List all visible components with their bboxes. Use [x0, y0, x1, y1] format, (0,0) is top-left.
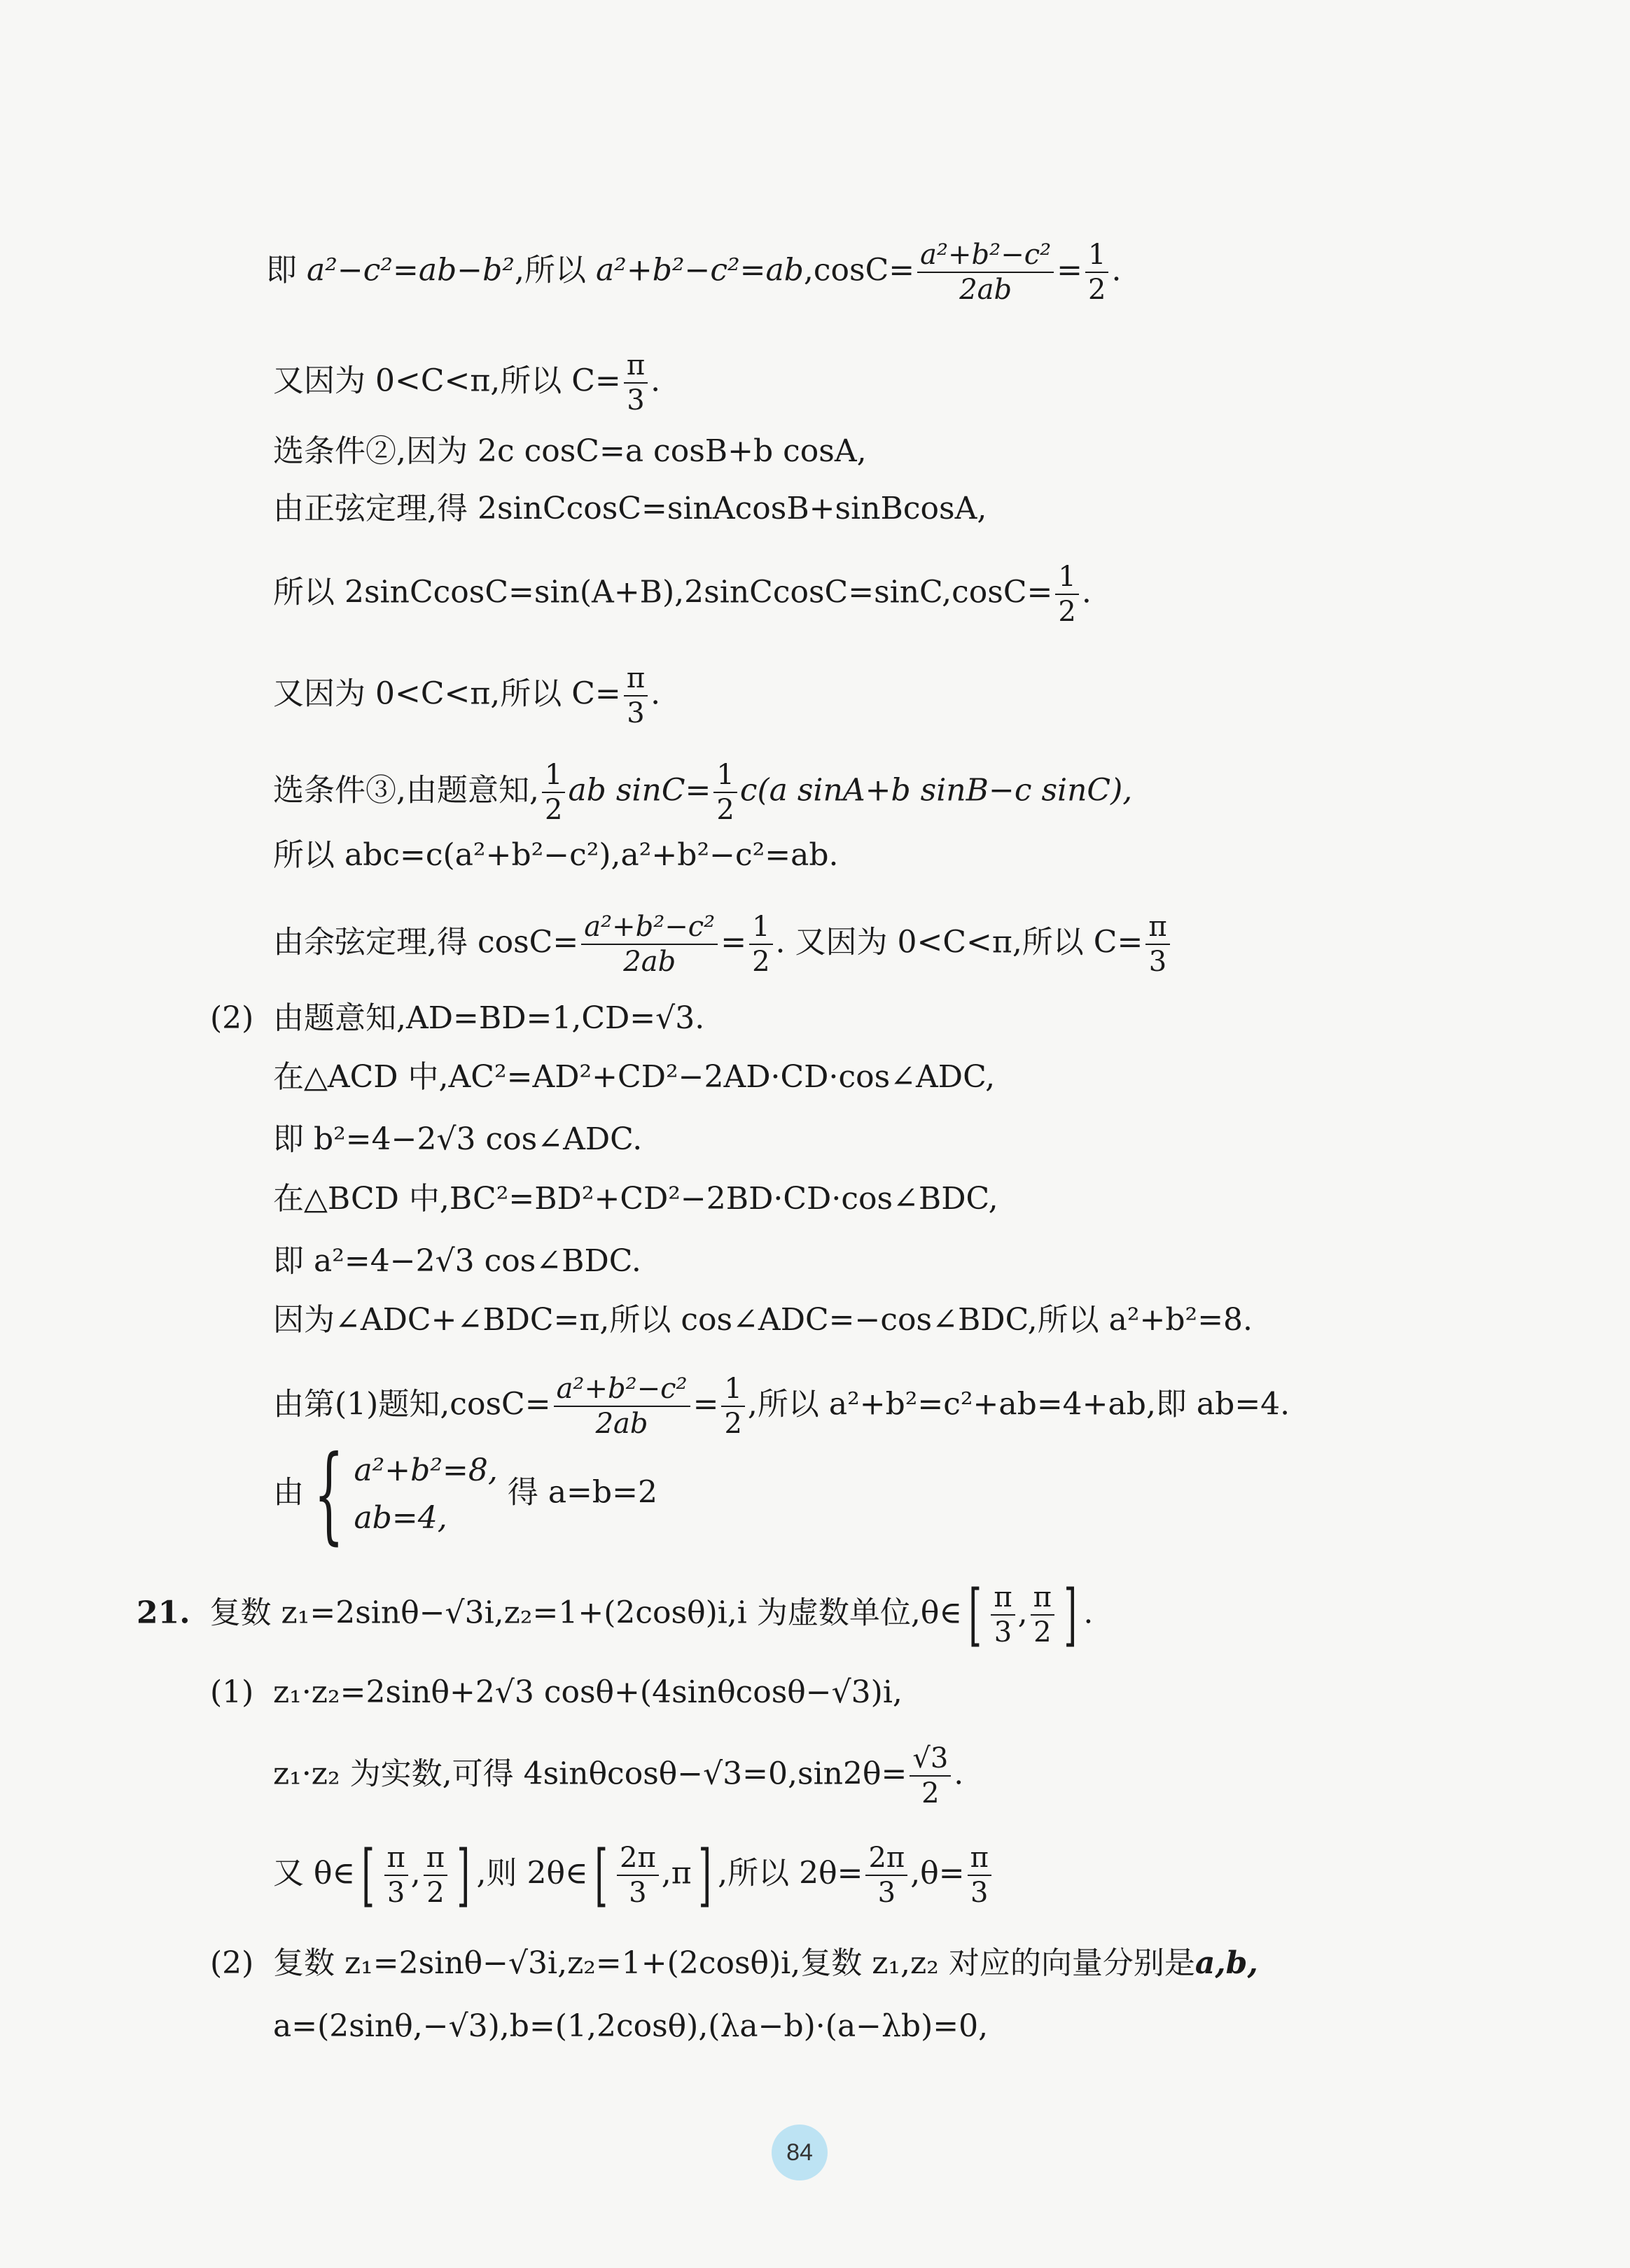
text: ab sinC=: [568, 772, 711, 808]
numerator: π: [968, 1841, 991, 1876]
bracket: ]: [457, 1836, 471, 1914]
fraction: [424, 1841, 447, 1910]
text: 由第(1)题知,cosC=: [273, 1386, 551, 1422]
numerator: π: [991, 1581, 1015, 1616]
numerator: π: [624, 662, 648, 696]
denominator: 2: [426, 1877, 445, 1909]
text: . 又因为 0<C<π,所以 C=: [775, 924, 1143, 960]
solution-line: [273, 349, 660, 417]
text: c(a sinA+b sinB−c sinC),: [739, 772, 1133, 808]
text: .: [1081, 574, 1092, 610]
denominator: 3: [627, 384, 645, 416]
fraction: [991, 1581, 1015, 1649]
denominator: 2: [1058, 596, 1076, 628]
fraction: [865, 1841, 907, 1910]
text: =: [720, 924, 747, 960]
fraction: [1031, 1581, 1054, 1649]
equation: ab=4,: [354, 1500, 447, 1536]
solution-line: [273, 910, 1173, 979]
solution-line: 由正弦定理,得 2sinCcosC=sinAcosB+sinBcosA,: [273, 491, 987, 526]
part-label: (2): [210, 1945, 254, 1981]
fraction: [917, 238, 1054, 307]
numerator: π: [384, 1841, 408, 1876]
solution-line: [273, 1372, 1290, 1441]
bracket: ]: [698, 1836, 711, 1914]
text: =: [1057, 252, 1083, 288]
text: 复数 z₁=2sinθ−√3i,z₂=1+(2cosθ)i,复数 z₁,z₂ 对应的向量分别是: [273, 1945, 1195, 1981]
text: ,所以: [514, 252, 596, 288]
text: 得 a=b=2: [507, 1474, 657, 1511]
numerator: a²+b²−c²: [581, 910, 718, 945]
numerator: 1: [542, 758, 565, 793]
fraction: [617, 1841, 659, 1910]
numerator: 1: [713, 758, 737, 793]
vector-names: a,b,: [1194, 1945, 1258, 1981]
text: .: [1083, 1595, 1094, 1631]
numerator: π: [1145, 910, 1169, 945]
denominator: 3: [386, 1877, 405, 1909]
text: 又 θ∈: [273, 1855, 356, 1891]
text: 又因为 0<C<π,所以 C=: [273, 363, 621, 399]
denominator: 2: [1088, 274, 1106, 306]
solution-line: 在△BCD 中,BC²=BD²+CD²−2BD·CD·cos∠BDC,: [273, 1181, 998, 1217]
denominator: 2: [752, 946, 770, 978]
solution-line: 因为∠ADC+∠BDC=π,所以 cos∠ADC=−cos∠BDC,所以 a²+b²=8.: [273, 1302, 1253, 1338]
fraction: [581, 910, 718, 979]
text: .: [954, 1756, 964, 1792]
solution-line: 即 a²=4−2√3 cos∠BDC.: [273, 1243, 641, 1279]
text: 所以 2sinCcosC=sin(A+B),2sinCcosC=sinC,cosC=: [273, 574, 1053, 610]
solution-line: 选条件②,因为 2c cosC=a cosB+b cosA,: [273, 433, 867, 469]
denominator: 2: [724, 1408, 742, 1440]
denominator: 2: [716, 794, 734, 826]
text: ,则 2θ∈: [476, 1855, 588, 1891]
numerator: √3: [910, 1742, 951, 1777]
equation-system: [354, 1447, 497, 1542]
denominator: 2ab: [595, 1408, 648, 1440]
denominator: 2ab: [623, 946, 676, 978]
text: 由: [273, 1474, 304, 1511]
text: .: [650, 363, 661, 399]
fraction: [384, 1841, 408, 1910]
bracket: [: [594, 1836, 608, 1914]
fraction: [624, 662, 648, 730]
numerator: π: [624, 349, 648, 384]
part-label: (1): [210, 1674, 254, 1710]
fraction: [542, 758, 565, 827]
text: z₁·z₂ 为实数,可得 4sinθcosθ−√3=0,sin2θ=: [273, 1756, 907, 1792]
denominator: 3: [627, 697, 645, 729]
text: 即: [266, 252, 307, 288]
numerator: 2π: [865, 1841, 907, 1876]
solution-line: [273, 1942, 1258, 1984]
text: 选条件③,由题意知,: [273, 772, 539, 808]
bracket: ]: [1064, 1576, 1078, 1654]
denominator: 2ab: [959, 274, 1012, 306]
fraction: [554, 1372, 690, 1441]
numerator: 1: [1055, 560, 1078, 595]
numerator: π: [1031, 1581, 1054, 1616]
denominator: 3: [970, 1877, 989, 1909]
solution-line: a=(2sinθ,−√3),b=(1,2cosθ),(λa−b)·(a−λb)=0,: [273, 2008, 989, 2044]
solution-line: [273, 758, 1132, 827]
text: ,所以 a²+b²=c²+ab=4+ab,即 ab=4.: [747, 1386, 1290, 1422]
solution-line: [273, 1434, 657, 1555]
fraction: [1145, 910, 1169, 979]
denominator: 3: [877, 1877, 896, 1909]
equation: a²+b²−c²=ab: [595, 252, 804, 288]
bracket: [: [968, 1576, 982, 1654]
fraction: [968, 1841, 991, 1910]
fraction: [624, 349, 648, 417]
text: ,θ=: [910, 1855, 965, 1891]
text: .: [1111, 252, 1122, 288]
denominator: 2: [544, 794, 563, 826]
bracket: [: [361, 1836, 375, 1914]
numerator: a²+b²−c²: [917, 238, 1054, 273]
text: ,所以 2θ=: [718, 1855, 863, 1891]
part-label: (2): [210, 1000, 254, 1036]
left-brace: {: [314, 1434, 344, 1555]
fraction: [721, 1372, 744, 1441]
numerator: 1: [721, 1372, 744, 1407]
numerator: 2π: [617, 1841, 659, 1876]
solution-line: 即 b²=4−2√3 cos∠ADC.: [273, 1121, 643, 1157]
fraction: [910, 1742, 951, 1810]
denominator: 3: [1148, 946, 1167, 978]
fraction: [713, 758, 737, 827]
solution-line: 由题意知,AD=BD=1,CD=√3.: [273, 1000, 705, 1036]
solution-line: [273, 560, 1092, 629]
fraction: [1055, 560, 1078, 629]
denominator: 3: [629, 1877, 647, 1909]
denominator: 2: [921, 1777, 940, 1809]
solution-line: 所以 abc=c(a²+b²−c²),a²+b²−c²=ab.: [273, 837, 839, 873]
question-number: 21.: [137, 1595, 190, 1631]
text: .: [650, 676, 661, 712]
solution-line: [266, 238, 1121, 307]
question-line: 21. 复数 z₁=2sinθ−√3i,z₂=1+(2cosθ)i,i 为虚数单位,θ∈[ $\frac{\pi}{3}$ , $\frac{\pi}{2}$ ] .: [137, 1576, 1094, 1654]
equation: a²+b²=8,: [354, 1452, 498, 1488]
solution-line: z₁·z₂=2sinθ+2√3 cosθ+(4sinθcosθ−√3)i,: [273, 1674, 903, 1710]
solution-line: [273, 1742, 963, 1810]
solution-line: [273, 662, 660, 730]
text: ,cosC=: [803, 252, 915, 288]
numerator: 1: [1085, 238, 1108, 273]
numerator: π: [424, 1841, 447, 1876]
fraction: [1085, 238, 1108, 307]
numerator: a²+b²−c²: [554, 1372, 690, 1407]
numerator: 1: [749, 910, 772, 945]
equation: a²−c²=ab−b²: [307, 252, 515, 288]
fraction: [749, 910, 772, 979]
denominator: 2: [1033, 1616, 1052, 1648]
solution-line: 又 θ∈[ $\frac{\pi}{3}$ , $\frac{\pi}{2}$ ] ,则 2θ∈[ $\frac{2\pi}{3}$ ,π] ,所以 2θ= $\frac{2\pi}{3}$ ,θ= $\frac{\pi}{3}$: [273, 1841, 994, 1910]
denominator: 3: [994, 1616, 1012, 1648]
solution-line: 在△ACD 中,AC²=AD²+CD²−2AD·CD·cos∠ADC,: [273, 1059, 996, 1095]
text: 复数 z₁=2sinθ−√3i,z₂=1+(2cosθ)i,i 为虚数单位,θ∈: [209, 1595, 962, 1631]
text: =: [692, 1386, 719, 1422]
text: ,π: [661, 1855, 692, 1891]
page-number-badge: 84: [772, 2124, 828, 2180]
text: 由余弦定理,得 cosC=: [273, 924, 579, 960]
text: 又因为 0<C<π,所以 C=: [273, 676, 621, 712]
